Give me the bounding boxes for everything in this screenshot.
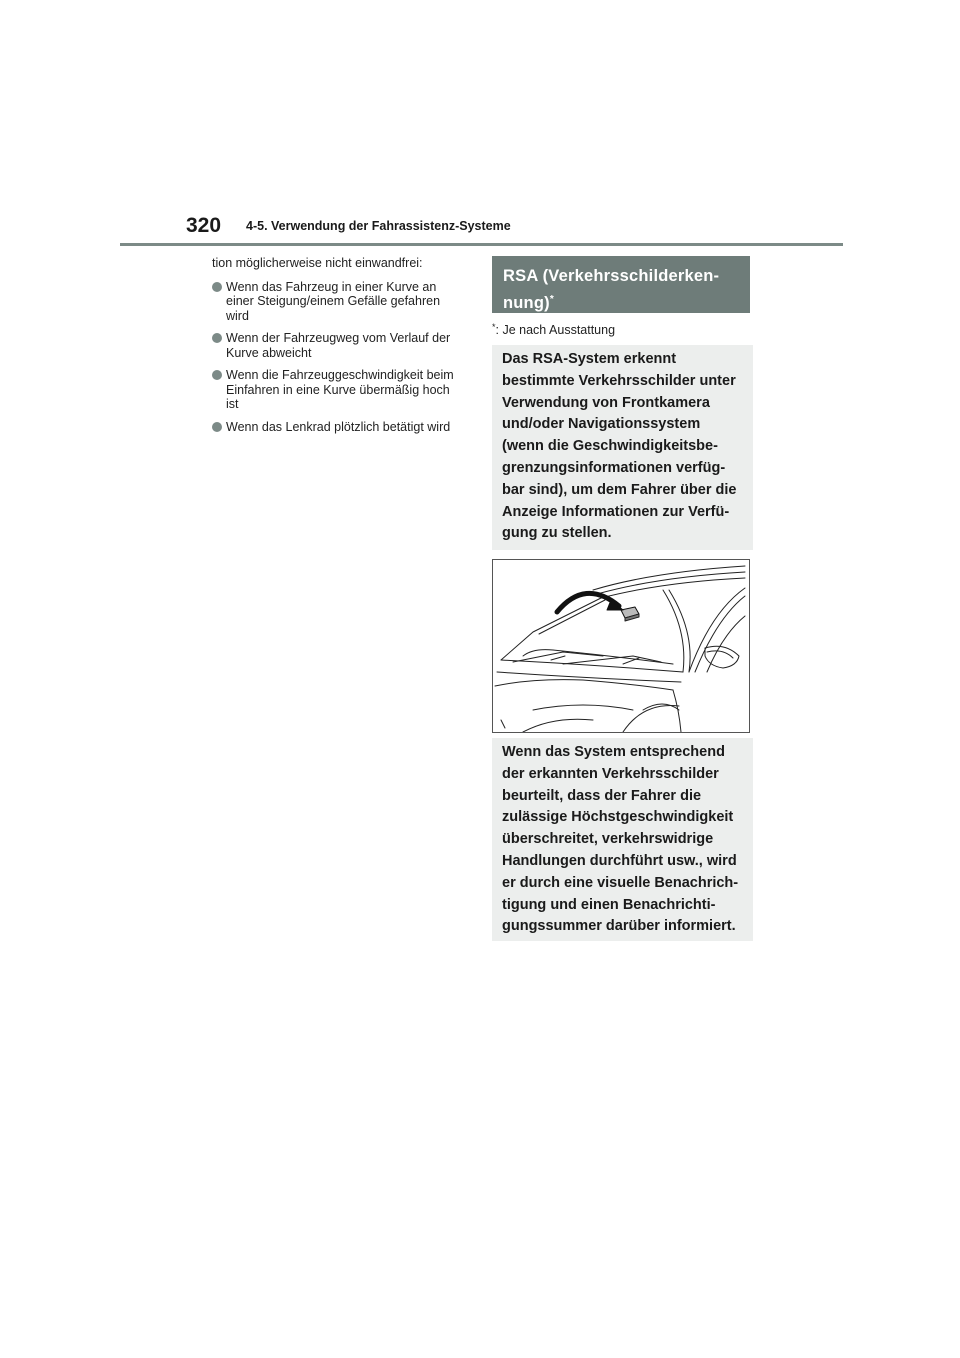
page-number: 320 [186,214,222,237]
list-item [212,331,464,360]
intro-text: tion möglicherweise nicht einwandfrei: [212,256,423,270]
rsa-description-text: Das RSA-System erkennt bestimmte Verkehrsschilder unter Verwendung von Frontkamera und/oder Navigationssystem (wenn die Geschwindigkeitsbe-grenzungsinformationen verfüg-bar sind), um dem Fahrer über die Anzeige Informationen zur Verfü-gung zu stellen. [502,351,737,542]
rsa-warning-text: Wenn das System entsprechend der erkannten Verkehrsschilder beurteilt, dass der Fahrer die zulässige Höchstgeschwindigkeit überschreitet, verkehrswidrige Handlungen durchführt usw., wird er durch eine visuelle Benachrich-tigung und einen Benachrichti-gungssummer darüber informiert. [502,744,739,935]
footnote-asterisk: * [492,322,496,332]
header-divider [120,243,843,246]
footnote-text: : Je nach Ausstattung [495,323,616,337]
front-camera-illustration [492,559,750,733]
list-item-text: Wenn die Fahrzeuggeschwindigkeit beim Einfahren in eine Kurve übermäßig hoch ist [226,368,454,411]
rsa-section-heading [492,256,750,313]
heading-line-2: nung)* [503,294,554,312]
list-item [212,280,464,324]
bullet-icon [212,333,222,343]
rsa-description-box [492,345,753,550]
list-item-text: Wenn das Lenkrad plötzlich betätigt wird [226,419,451,434]
list-item [212,420,464,435]
section-title: 4-5. Verwendung der Fahrassistenz-Systeme [246,219,511,233]
list-item-text: Wenn der Fahrzeugweg vom Verlauf der Kurve abweicht [226,331,451,360]
list-item [212,368,464,412]
bullet-icon [212,370,222,380]
bullet-icon [212,422,222,432]
left-column [212,256,464,442]
condition-list [212,280,464,435]
bullet-icon [212,282,222,292]
heading-asterisk: * [549,294,554,305]
equipment-footnote [492,322,615,337]
car-windshield-camera-icon [493,560,749,732]
rsa-warning-box [492,738,753,941]
heading-line-1: RSA (Verkehrsschilderken- [503,267,720,285]
list-item-text: Wenn das Fahrzeug in einer Kurve an einer Steigung/einem Gefälle gefahren wird [226,279,441,323]
